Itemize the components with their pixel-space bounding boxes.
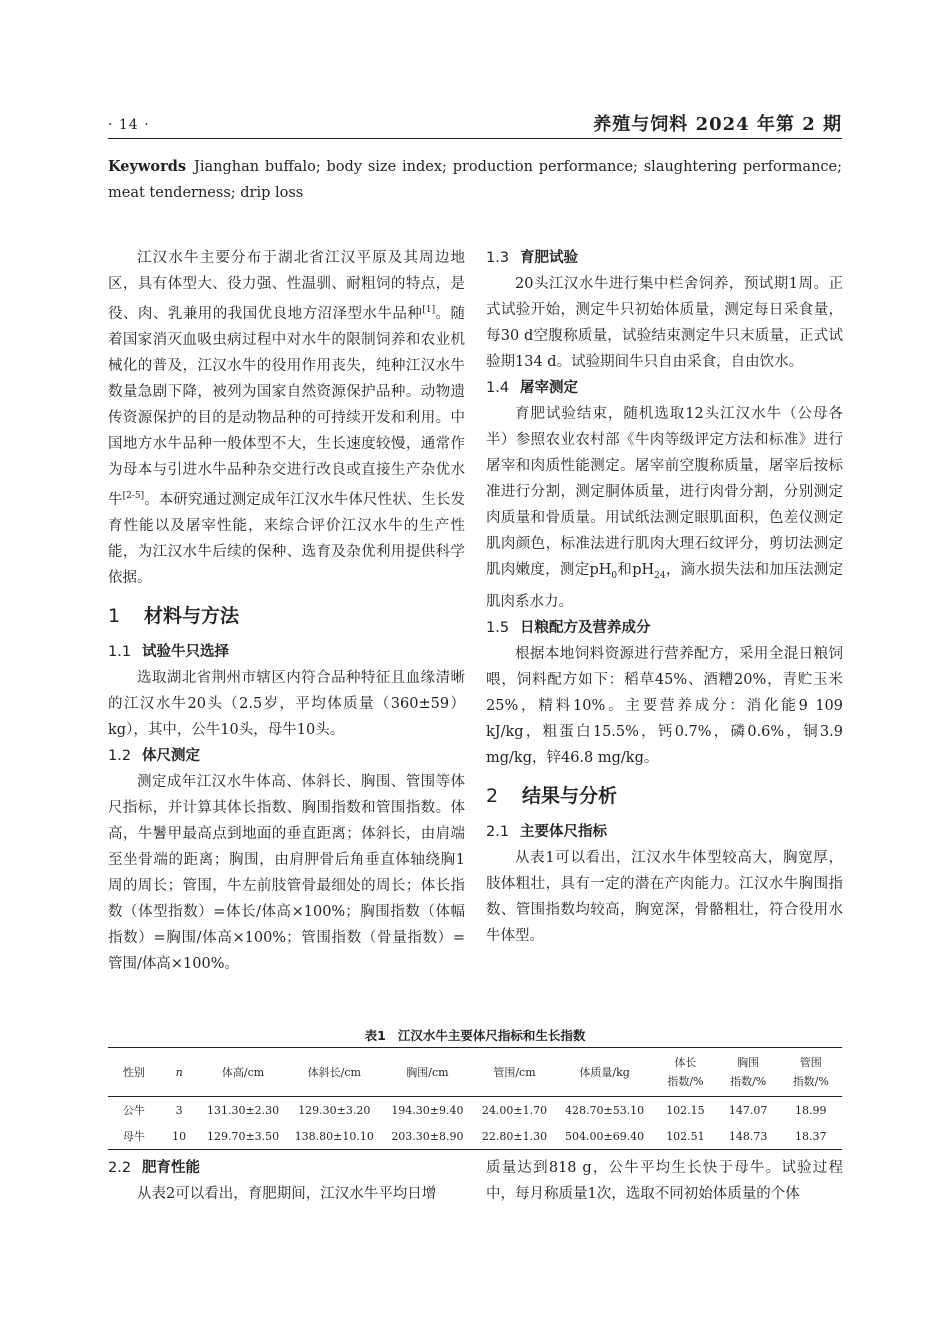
table-cell: 公牛 <box>122 1104 145 1117</box>
section-number: 1 <box>108 604 121 627</box>
table-header-cell: n <box>160 1048 199 1097</box>
table-header-cell: 胸围 指数/% <box>717 1048 780 1097</box>
table-1-caption <box>108 1026 842 1044</box>
subsection-title: 肥育性能 <box>142 1160 200 1176</box>
table-cell: 18.37 <box>780 1123 842 1150</box>
subsection-1-2-heading <box>108 743 465 769</box>
keywords-label: Keywords <box>108 158 187 175</box>
table-header-cell: 体斜长/cm <box>288 1048 381 1097</box>
table-cell: 194.30±9.40 <box>391 1103 464 1117</box>
table-header-cell: 管围/cm <box>474 1048 555 1097</box>
intro-text-3: 。本研究通过测定成年江汉水牛体尺性状、生长发育性能以及屠宰性能，来综合评价江汉水牛的生产性能，为江汉水牛后续的保种、选育及杂优利用提供科学依据。 <box>108 491 466 586</box>
table-cell: 203.30±8.90 <box>381 1123 474 1150</box>
subsection-2-2-text: 从表2可以看出，育肥期间，江汉水牛平均日增 <box>137 1186 437 1202</box>
section-number: 2 <box>486 784 499 807</box>
table-row <box>108 1123 842 1150</box>
table-header-cell: 体高/cm <box>199 1048 288 1097</box>
slaughter-text-b: 和pH <box>617 562 655 578</box>
citation-1: [1] <box>422 305 436 315</box>
table-row <box>108 1097 842 1124</box>
table-cell: 102.51 <box>654 1123 717 1150</box>
subsection-title: 试验牛只选择 <box>142 643 229 660</box>
subsection-number: 1.3 <box>486 250 510 266</box>
table-1 <box>108 1047 842 1150</box>
subsection-title: 屠宰测定 <box>520 380 578 396</box>
subsection-title: 体尺测定 <box>142 747 200 764</box>
section-1-heading <box>108 601 465 631</box>
subsection-number: 1.1 <box>108 643 132 660</box>
section-2-heading <box>486 781 843 811</box>
subsection-2-1-heading <box>486 819 843 845</box>
subsection-title: 日粮配方及营养成分 <box>520 619 651 636</box>
table-cell: 428.70±53.10 <box>564 1103 645 1117</box>
ph-subscript-24: 24 <box>654 570 666 581</box>
subsection-1-1-heading <box>108 639 465 665</box>
subsection-title: 主要体尺指标 <box>520 823 607 840</box>
subsection-1-1-text: 选取湖北省荆州市辖区内符合品种特征且血缘清晰的江汉水牛20头（2.5岁，平均体质量（360±59）kg），其中，公牛10头，母牛10头。 <box>108 669 465 738</box>
ph-subscript-0: 0 <box>611 570 618 581</box>
table-label: 表1 <box>364 1028 386 1043</box>
subsection-2-2-heading <box>108 1155 465 1181</box>
table-header-cell: 管围 指数/% <box>780 1048 842 1097</box>
left-column <box>108 245 465 977</box>
table-cell: 24.00±1.70 <box>481 1103 548 1117</box>
subsection-1-2-text: 测定成年江汉水牛体高、体斜长、胸围、管围等体尺指标，并计算其体长指数、胸围指数和管围指数。体高，牛鬐甲最高点到地面的垂直距离；体斜长，由肩端至坐骨端的距离；胸围，由肩胛骨后角垂直体轴绕胸1周的周长；管围，牛左前肢管骨最细处的周长；体长指数（体型指数）=体长/体高×100%；胸围指数（体幅指数）=胸围/体高×100%；管围指数（骨量指数）=管围/体高×100%。 <box>108 773 465 972</box>
table-cell: 22.80±1.30 <box>474 1123 555 1150</box>
table-cell: 148.73 <box>717 1123 780 1150</box>
subsection-2-1-text: 从表1可以看出，江汉水牛体型较高大，胸宽厚，肢体粗壮，具有一定的潜在产肉能力。江汉水牛胸围指数、管围指数均较高，胸宽深，骨骼粗壮，符合役用水牛体型。 <box>486 849 843 944</box>
subsection-1-4-text <box>486 401 843 615</box>
bottom-right-column <box>486 1155 843 1207</box>
subsection-1-5-text: 根据本地饲料资源进行营养配方，采用全混日粮饲喂，饲料配方如下：稻草45%、酒糟20%，青贮玉米25%，精料10%。主要营养成分：消化能9 109 kJ/kg，粗蛋白15.5%，钙0.7%，磷0.6%，铜3.9 mg/kg，锌46.8 mg/kg。 <box>486 645 843 766</box>
subsection-number: 1.2 <box>108 747 132 764</box>
table-cell: 147.07 <box>728 1103 768 1117</box>
table-header-cell: 体质量/kg <box>555 1048 654 1097</box>
table-cell: 102.15 <box>666 1103 705 1117</box>
bottom-left-column <box>108 1155 465 1207</box>
page-number: · 14 · <box>108 117 150 133</box>
right-column <box>486 245 843 949</box>
intro-text-2: 。随着国家消灭血吸虫病过程中对水牛的限制饲养和农业机械化的普及，江汉水牛的役用作用丧失，纯种江汉水牛数量急剧下降，被列为国家自然资源保护品种。动物遗传资源保护的目的是动物品种的可持续开发和利用。中国地方水牛品种一般体型不大，生长速度较慢，通常作为母本与引进水牛品种杂交进行改良或直接生产杂优水牛 <box>108 305 466 508</box>
table-cell: 131.30±2.30 <box>206 1103 280 1117</box>
subsection-1-5-heading <box>486 615 843 641</box>
section-title: 结果与分析 <box>522 784 618 807</box>
subsection-number: 2.2 <box>108 1160 132 1176</box>
header-rule <box>108 138 842 139</box>
subsection-1-4-heading <box>486 375 843 401</box>
section-title: 材料与方法 <box>144 604 240 627</box>
table-header-cell: 胸围/cm <box>381 1048 474 1097</box>
table-cell: 138.80±10.10 <box>288 1123 381 1150</box>
table-cell: 129.70±3.50 <box>199 1123 288 1150</box>
slaughter-text-c: ，滴水损失法和加压法测定肌肉系水力。 <box>486 562 843 610</box>
intro-text-1: 江汉水牛主要分布于湖北省江汉平原及其周边地区，具有体型大、役力强、性温驯、耐粗饲的特点，是役、肉、乳兼用的我国优良地方沼泽型水牛品种 <box>108 250 465 322</box>
subsection-2-2-continuation: 质量达到818 g，公牛平均生长快于母牛。试验过程中，每月称质量1次，选取不同初始体质量的个体 <box>486 1160 843 1202</box>
citation-2: [2-5] <box>122 490 145 501</box>
subsection-number: 2.1 <box>486 823 510 840</box>
keywords-text: Jianghan buffalo; body size index; production performance; slaughtering performance; meat tenderness; drip loss <box>108 159 842 201</box>
table-cell: 母牛 <box>108 1123 160 1150</box>
subsection-1-3-text: 20头江汉水牛进行集中栏舍饲养，预试期1周。正式试验开始，测定牛只初始体质量，测定每日采食量，每30 d空腹称质量，试验结束测定牛只末质量，正式试验期134 d。试验期间牛只自由采食，自由饮水。 <box>486 276 843 370</box>
table-header-cell: 体长 指数/% <box>654 1048 717 1097</box>
slaughter-text-a: 育肥试验结束，随机选取12头江汉水牛（公母各半）参照农业农村部《牛肉等级评定方法和标准》进行屠宰和肉质性能测定。屠宰前空腹称质量，屠宰后按标准进行分割，测定胴体质量，进行肉骨分割，分别测定肉质量和骨质量。用试纸法测定眼肌面积，色差仪测定肌肉颜色，标准法进行肌肉大理石纹评分，剪切法测定肌肉嫩度，测定pH <box>486 406 843 578</box>
keywords <box>108 154 842 206</box>
table-title: 江汉水牛主要体尺指标和生长指数 <box>397 1028 586 1043</box>
table-header-row <box>108 1048 842 1097</box>
subsection-1-3-heading <box>486 245 843 271</box>
journal-title: 养殖与饲料 2024 年第 2 期 <box>593 114 842 135</box>
table-header-cell: 性别 <box>108 1048 160 1097</box>
table-cell: 3 <box>175 1103 183 1117</box>
table-cell: 129.30±3.20 <box>298 1103 371 1117</box>
table-cell: 18.99 <box>795 1103 827 1117</box>
subsection-number: 1.4 <box>486 380 510 396</box>
intro-paragraph <box>108 245 465 591</box>
table-cell: 10 <box>160 1123 199 1150</box>
subsection-number: 1.5 <box>486 619 510 636</box>
table-cell: 504.00±69.40 <box>555 1123 654 1150</box>
subsection-title: 育肥试验 <box>520 250 578 266</box>
